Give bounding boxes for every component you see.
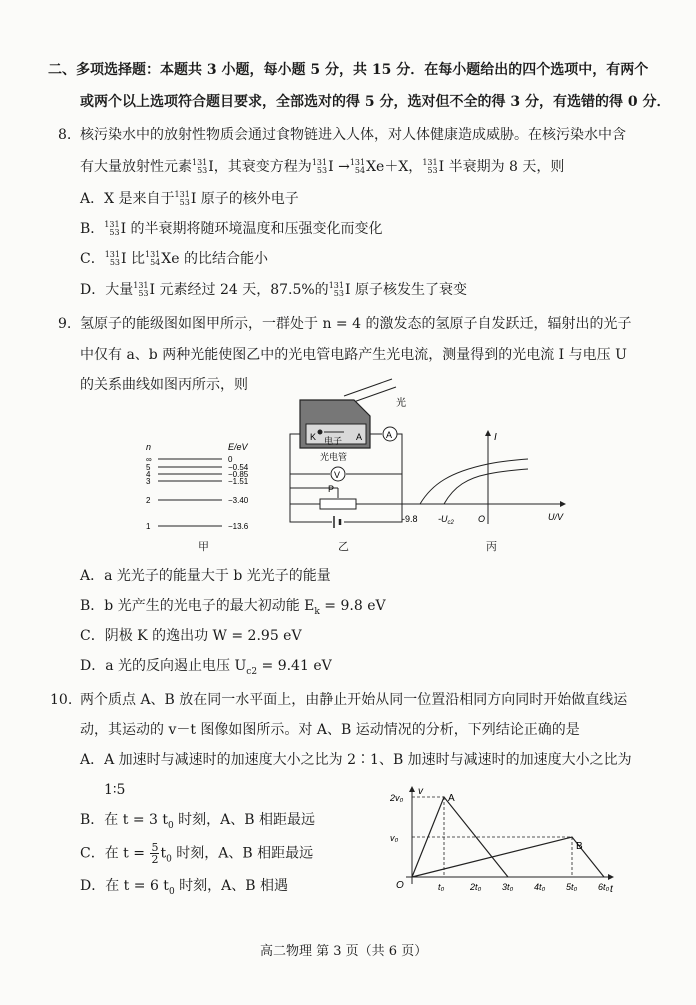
vt-x-tick: 3t₀ (502, 882, 514, 892)
vt-y-tick: v₀ (390, 833, 399, 843)
q10-option-c[interactable]: C．在 t = $\frac{5}{2}$ $t_0$ 时刻，A、B 相距最远 (80, 841, 314, 866)
curve-b (444, 469, 528, 504)
fraction-five-halves: $\frac{5}{2}$ (151, 841, 159, 866)
curve-a (420, 459, 528, 504)
i-axis-label: I (494, 432, 497, 443)
q9-option-c[interactable]: C．阴极 K 的逸出功 W = 2.95 eV (80, 628, 302, 644)
q8-option-a[interactable]: A．X 是来自于 131 53 I 原子的核外电子 (80, 190, 299, 207)
vt-y-tick: 2v₀ (390, 793, 404, 803)
q9-option-d[interactable]: D．a 光的反向遏止电压 $U_{c2} = 9.41$ eV (80, 658, 332, 677)
q8-option-d[interactable]: D．大量 131 53 I 元素经过 24 天，87.5%的 131 53 I 原子核发生了衰变 (80, 281, 467, 298)
light-label: 光 (396, 398, 406, 409)
v-axis-label: v (418, 786, 423, 797)
fig-jia-caption: 甲 (198, 540, 209, 553)
energy-level-diagram (140, 440, 280, 550)
energy-level-e: 0 (228, 455, 233, 464)
t-axis-label: t (610, 884, 613, 895)
q10-option-b[interactable]: B．在 t = 3 $t_0$ 时刻，A、B 相距最远 (80, 812, 316, 831)
series-a-label: A (448, 793, 455, 804)
photocell-circuit (282, 376, 412, 536)
q10-option-d[interactable]: D．在 t = 6 $t_0$ 时刻，A、B 相遇 (80, 878, 288, 897)
t-axis-arrow (608, 874, 614, 880)
energy-levels (146, 455, 249, 531)
e-axis-label: E/eV (228, 442, 248, 452)
q9-stem-line3: 的关系曲线如图丙所示，则 (80, 377, 248, 393)
cathode-label: K (310, 432, 317, 442)
energy-level-e: −1.51 (228, 477, 249, 486)
vt-x-tick: 2t₀ (470, 882, 482, 892)
vt-origin-label: O (396, 880, 404, 891)
u-axis-arrow (560, 501, 566, 507)
anode-label: A (356, 432, 363, 442)
q8-option-b[interactable]: B． 131 53 I 的半衰期将随环境温度和压强变化而变化 (80, 220, 383, 237)
energy-level-n: 1 (146, 522, 151, 531)
slider-label: P (328, 484, 335, 494)
q8-stem-line2: 有大量放射性元素 131 53 I，其衰变方程为 131 53 I → 131 54 Xe＋X， 131 53 I 半衰期为 8 天，则 (80, 158, 565, 175)
u-axis-label: U/V (548, 512, 564, 522)
q9-stem-line1: 氢原子的能级图如图甲所示，一群处于 n = 4 的激发态的氢原子自发跃迁，辐射出的光子 (80, 316, 632, 332)
q9-number: 9. (58, 316, 72, 332)
vt-x-ticks (438, 882, 610, 892)
series-b-label: B (576, 841, 583, 852)
page-footer: 高二物理 第 3 页（共 6 页） (260, 944, 428, 959)
q10-stem-line1: 两个质点 A、B 放在同一水平面上，由静止开始从同一位置沿相同方向同时开始做直线运 (80, 692, 628, 708)
fig-yi-caption: 乙 (338, 540, 349, 553)
vt-guide-lines (412, 797, 572, 877)
q8-number: 8. (58, 127, 72, 143)
q8-option-c[interactable]: C． 131 53 I 比 131 54 Xe 的比结合能小 (80, 250, 268, 267)
energy-level-n: 5 (146, 463, 151, 472)
vt-x-tick: 6t₀ (598, 882, 610, 892)
n-axis-label: n (146, 442, 152, 452)
q8-stem-line1: 核污染水中的放射性物质会通过食物链进入人体，对人体健康造成威胁。在核污染水中含 (80, 127, 626, 143)
q9-option-b[interactable]: B．b 光产生的光电子的最大初动能 $E_k = 9.8$ eV (80, 598, 386, 617)
tick-v2: $-U_{c2}$ (438, 514, 454, 526)
voltmeter-label: V (334, 470, 341, 480)
energy-level-e: −3.40 (228, 496, 249, 505)
electron-dot (318, 430, 323, 435)
q10-option-a[interactable]: A．A 加速时与减速时的加速度大小之比为 2∶1、B 加速时与减速时的加速度大小之比为 (80, 752, 632, 768)
vt-x-tick: 4t₀ (534, 882, 546, 892)
q9-option-a[interactable]: A．a 光光子的能量大于 b 光光子的能量 (80, 568, 331, 584)
tube-label: 光电管 (320, 452, 348, 462)
electron-label: 电子 (324, 436, 343, 446)
vt-y-ticks (389, 793, 404, 843)
energy-level-e: −0.54 (228, 463, 249, 472)
energy-level-e: −0.85 (228, 470, 249, 479)
tick-v1: -9.8 (402, 514, 418, 524)
iu-curve-graph (398, 428, 578, 528)
energy-level-n: 2 (146, 496, 151, 505)
q10-number: 10. (50, 692, 73, 708)
vt-x-tick: 5t₀ (566, 882, 578, 892)
q9-stem-line2: 中仅有 a、b 两种光能使图乙中的光电管电路产生光电流，测量得到的光电流 I 与电压 U (80, 347, 627, 363)
vt-x-tick: t₀ (438, 882, 445, 892)
v-axis-arrow (409, 786, 415, 792)
fig-bing-caption: 丙 (486, 540, 497, 553)
energy-level-n: 3 (146, 477, 151, 486)
energy-level-e: −13.6 (228, 522, 249, 531)
section-header-line1: 二、多项选择题：本题共 3 小题，每小题 5 分，共 15 分．在每小题给出的四个选项中，有两个 (48, 62, 649, 78)
ammeter-label: A (386, 430, 393, 440)
light-ray-1 (344, 379, 392, 396)
origin-label: O (478, 514, 486, 524)
energy-level-n: ∞ (146, 455, 152, 464)
energy-level-n: 4 (146, 470, 151, 479)
q10-option-a-continued: 1∶5 (104, 782, 126, 798)
rheostat (320, 499, 356, 509)
vt-graph (388, 784, 618, 896)
section-header-line2: 或两个以上选项符合题目要求，全部选对的得 5 分，选对但不全的得 3 分，有选错的得 0 分． (80, 94, 671, 110)
i-axis-arrow (485, 430, 491, 436)
q10-stem-line2: 动，其运动的 v－t 图像如图所示。对 A、B 运动情况的分析，下列结论正确的是 (80, 722, 580, 738)
